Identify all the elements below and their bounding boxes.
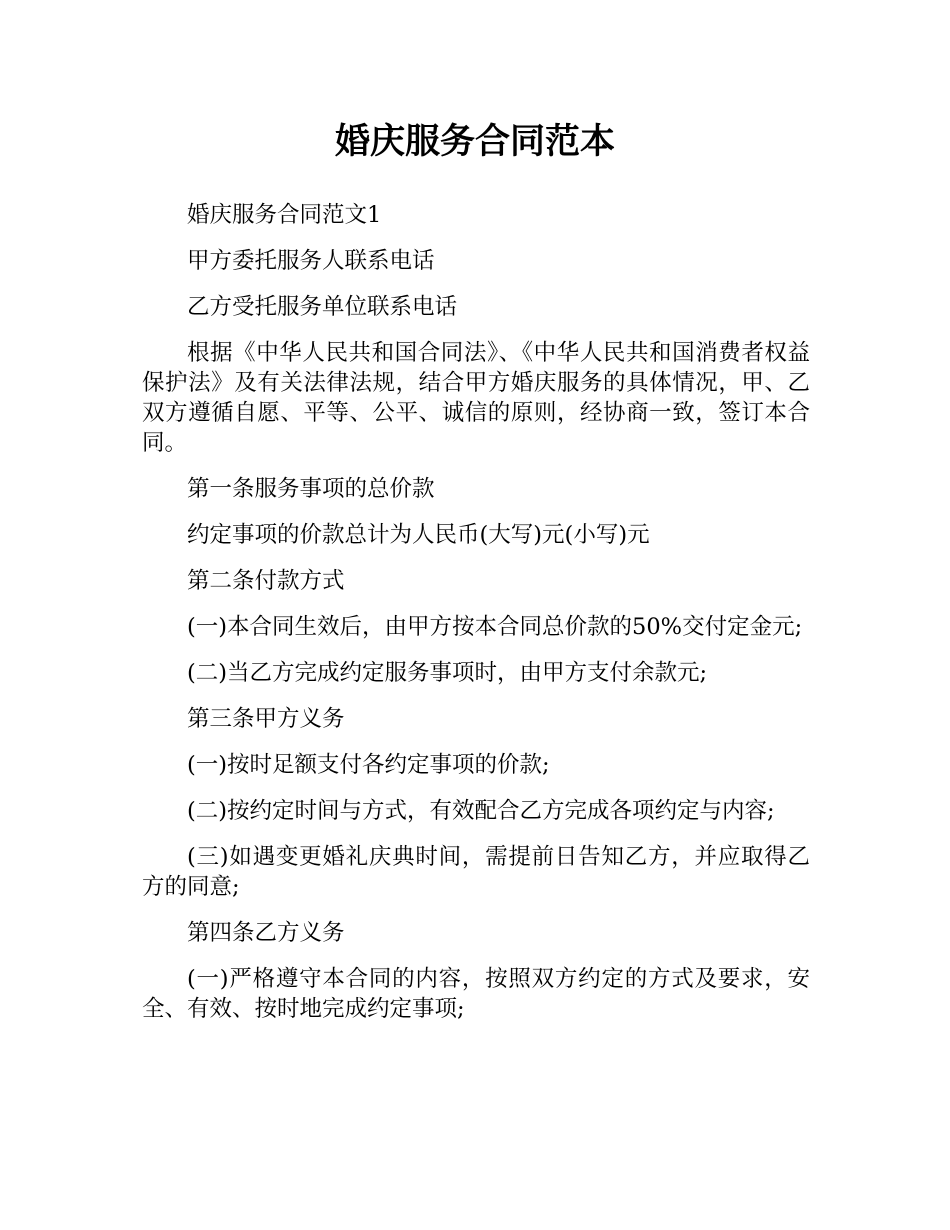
article-3-item-2: (二)按约定时间与方式，有效配合乙方完成各项约定与内容; [187, 798, 775, 824]
article-1-heading: 第一条服务事项的总价款 [187, 476, 435, 502]
paragraph-preamble: 根据《中华人民共和国合同法》、《中华人民共和国消费者权益保护法》及有关法律法规，结合甲方婚庆服务的具体情况，甲、乙双方遵循自愿、平等、公平、诚信的原则，经协商一致，签订本合同。 [142, 340, 810, 456]
document-title: 婚庆服务合同范本 [334, 122, 615, 162]
article-3-item-3: (三)如遇变更婚礼庆典时间，需提前日告知乙方，并应取得乙方的同意; [142, 844, 810, 900]
article-4-heading: 第四条乙方义务 [187, 920, 345, 946]
article-3-item-1: (一)按时足额支付各约定事项的价款; [187, 752, 550, 778]
paragraph-party-a: 甲方委托服务人联系电话 [187, 248, 435, 274]
paragraph-party-b: 乙方受托服务单位联系电话 [187, 294, 458, 320]
article-3-heading: 第三条甲方义务 [187, 706, 345, 732]
article-2-heading: 第二条付款方式 [187, 568, 345, 594]
article-4-item-1: (一)严格遵守本合同的内容，按照双方约定的方式及要求，安全、有效、按时地完成约定事项; [142, 966, 810, 1022]
document-body [142, 200, 810, 1040]
article-2-item-1: (一)本合同生效后，由甲方按本合同总价款的50%交付定金元; [187, 614, 803, 640]
article-1-text: 约定事项的价款总计为人民币(大写)元(小写)元 [187, 522, 650, 548]
article-2-item-2: (二)当乙方完成约定服务事项时，由甲方支付余款元; [187, 660, 708, 686]
paragraph-heading-sample: 婚庆服务合同范文1 [187, 202, 382, 228]
